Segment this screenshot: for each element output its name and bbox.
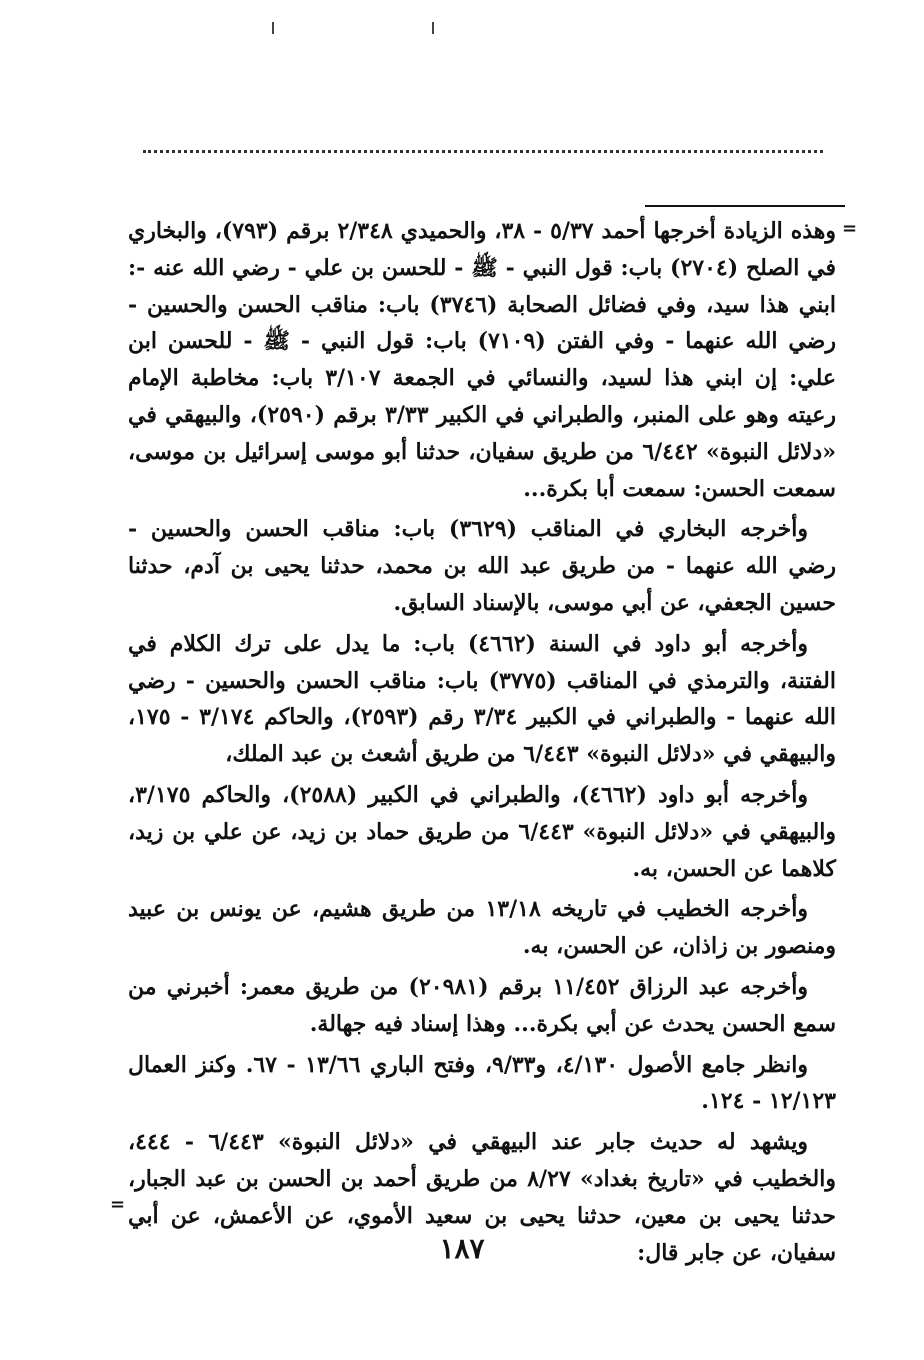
dotted-separator [143, 150, 823, 162]
footnote-rule [645, 205, 845, 207]
footnote-paragraph: وأخرجه البخاري في المناقب (٣٦٢٩) باب: مناقب الحسن والحسين - رضي الله عنهما - من طريق عبد الله بن محمد، حدثنا يحيى بن آدم، حدثنا حسين الجعفي، عن أبي موسى، بالإسناد السابق. [128, 516, 836, 616]
footnote-paragraph: وهذه الزيادة أخرجها أحمد ٥/٣٧ - ٣٨، والحميدي ٢/٣٤٨ برقم (٧٩٣)، والبخاري في الصلح (٢٧٠٤) باب: قول النبي - ﷺ - للحسن بن علي - رضي الله عنه -: ابني هذا سيد، وفي فضائل الصحابة (٣٧٤٦) باب: مناقب الحسن والحسين - رضي الله عنهما - وفي الفتن (٧١٠٩) باب: قول النبي - ﷺ - للحسن ابن علي: إن ابني هذا لسيد، والنسائي في الجمعة ٣/١٠٧ باب: مخاطبة الإمام رعيته وهو على المنبر، والطبراني في الكبير ٣/٣٣ برقم (٢٥٩٠)، والبيهقي في «دلائل النبوة» ٦/٤٤٢ من طريق سفيان، حدثنا أبو موسى إسرائيل بن موسى، سمعت الحسن: سمعت أبا بكرة... [128, 218, 837, 502]
footnote-paragraph: ويشهد له حديث جابر عند البيهقي في «دلائل النبوة» ٦/٤٤٣ - ٤٤٤، والخطيب في «تاريخ بغداد» ٨/٢٧ من طريق أحمد بن الحسن بن عبد الجبار، حدثنا يحيى بن معين، حدثنا يحيى بن سعيد الأموي، عن الأعمش، عن أبي سفيان، عن جابر قال: [128, 1129, 837, 1266]
footnote-paragraph: وأخرجه الخطيب في تاريخه ١٣/١٨ من طريق هشيم، عن يونس بن عبيد ومنصور بن زاذان، عن الحسن، به. [128, 896, 836, 960]
page-number: ١٨٧ [439, 1232, 485, 1265]
scan-mark [272, 22, 274, 34]
footnote-paragraph: وأخرجه أبو داود (٤٦٦٢)، والطبراني في الكبير (٢٥٨٨)، والحاكم ٣/١٧٥، والبيهقي في «دلائل النبوة» ٦/٤٤٣ من طريق حماد بن زيد، عن علي بن زيد، كلاهما عن الحسن، به. [128, 781, 836, 882]
continuation-mark-top: = [842, 218, 858, 239]
scan-mark [432, 22, 434, 34]
footnote-paragraph: وانظر جامع الأصول ٤/١٣٠، و٩/٣٣، وفتح الباري ١٣/٦٦ - ٦٧. وكنز العمال ١٢/١٢٣ - ١٢٤. [128, 1051, 836, 1115]
continuation-mark-bottom: = [110, 1194, 126, 1215]
footnote-text [128, 213, 836, 1275]
footnote-paragraph: وأخرجه أبو داود في السنة (٤٦٦٢) باب: ما يدل على ترك الكلام في الفتنة، والترمذي في المناقب (٣٧٧٥) باب: مناقب الحسن والحسين - رضي الله عنهما - والطبراني في الكبير ٣/٣٤ رقم (٢٥٩٣)، والحاكم ٣/١٧٤ - ١٧٥، والبيهقي في «دلائل النبوة» ٦/٤٤٣ من طريق أشعث بن عبد الملك، [128, 630, 837, 768]
footnote-paragraph: وأخرجه عبد الرزاق ١١/٤٥٢ برقم (٢٠٩٨١) من طريق معمر: أخبرني من سمع الحسن يحدث عن أبي بكرة... وهذا إسناد فيه جهالة. [128, 973, 836, 1037]
